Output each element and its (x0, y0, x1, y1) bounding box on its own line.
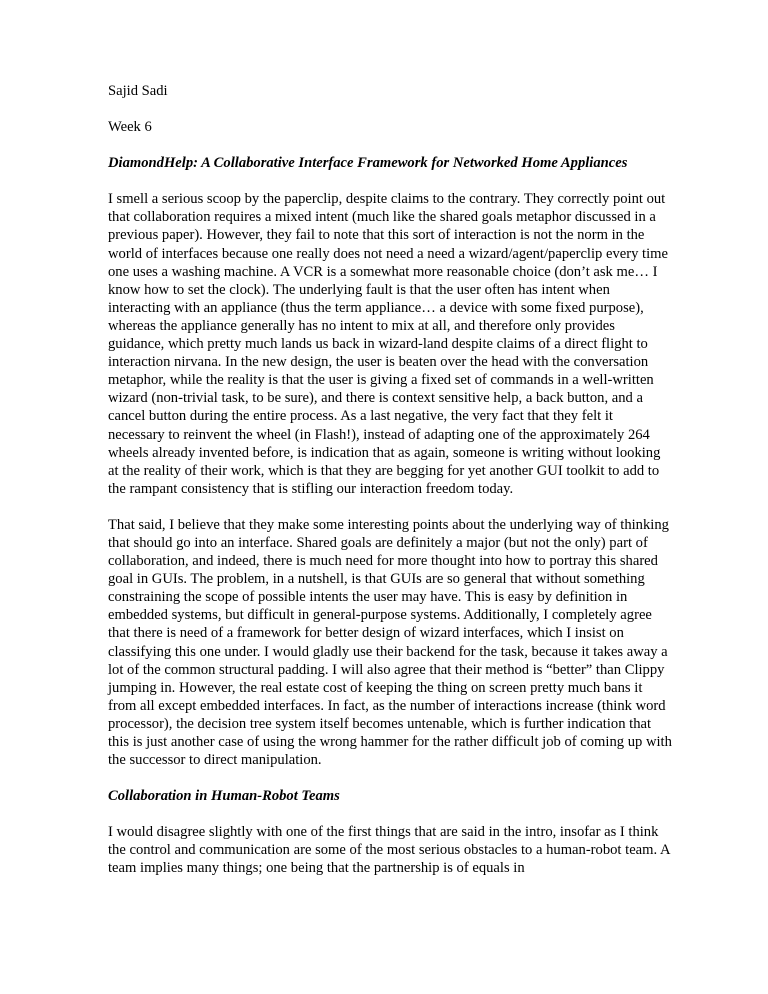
section-heading-collaboration: Collaboration in Human-Robot Teams (108, 788, 340, 805)
document-body (108, 82, 673, 896)
section-heading-diamondhelp: DiamondHelp: A Collaborative Interface Framework for Networked Home Appliances (108, 155, 628, 172)
author-name: Sajid Sadi (108, 83, 168, 99)
week-label: Week 6 (108, 119, 152, 136)
paragraph: I smell a serious scoop by the paperclip, despite claims to the contrary. They correctly point out that collaboration requires a mixed intent (much like the shared goals metaphor discussed in a previous paper). However, they fail to note that this sort of interaction is not the norm in the world of interfaces because one really does not need a need a wizard/agent/paperclip every time one uses a washing machine. A VCR is a somewhat more reasonable choice (don’t ask me… I know how to set the clock). The underlying fault is that the user often has intent when interacting with an appliance (thus the term appliance… a device with some fixed purpose), whereas the appliance generally has no intent to mix at all, and therefore only provides guidance, which pretty much lands us back in wizard-land despite claims of a direct flight to interaction nirvana. In the new design, the user is beaten over the head with the conversation metaphor, while the reality is that the user is giving a fixed set of commands in a well-written wizard (non-trivial task, to be sure), and there is context sensitive help, a back button, and a cancel button during the entire process. As a last negative, the very fact that they felt it necessary to reinvent the wheel (in Flash!), instead of adapting one of the approximately 264 wheels already invented before, is indication that as again, someone is writing without looking at the reality of their work, which is that they are begging for yet another GUI toolkit to add to the rampant consistency that is stifling our interaction freedom today. (108, 191, 668, 497)
paragraph: I would disagree slightly with one of the first things that are said in the intro, insofar as I think the control and communication are some of the most serious obstacles to a human-robot team. A team implies many things; one being that the partnership is of equals in (108, 824, 670, 877)
paragraph: That said, I believe that they make some interesting points about the underlying way of thinking that should go into an interface. Shared goals are definitely a major (but not the only) part of collaboration, and indeed, there is much need for more thought into how to portray this shared goal in GUIs. The problem, in a nutshell, is that GUIs are so general that without something constraining the scope of possible intents the user may have. This is easy by definition in embedded systems, but difficult in general-purpose systems. Additionally, I completely agree that there is need of a framework for better design of wizard interfaces, which I insist on classifying this one under. I would gladly use their backend for the task, because it takes away a lot of the common structural padding. I will also agree that their method is “better” than Clippy jumping in. However, the real estate cost of keeping the thing on screen pretty much bans it from all except embedded interfaces. In fact, as the number of interactions increase (think word processor), the decision tree system itself becomes untenable, which is further indication that this is just another case of using the wrong hammer for the rather difficult job of coming up with the successor to direct manipulation. (108, 516, 672, 769)
